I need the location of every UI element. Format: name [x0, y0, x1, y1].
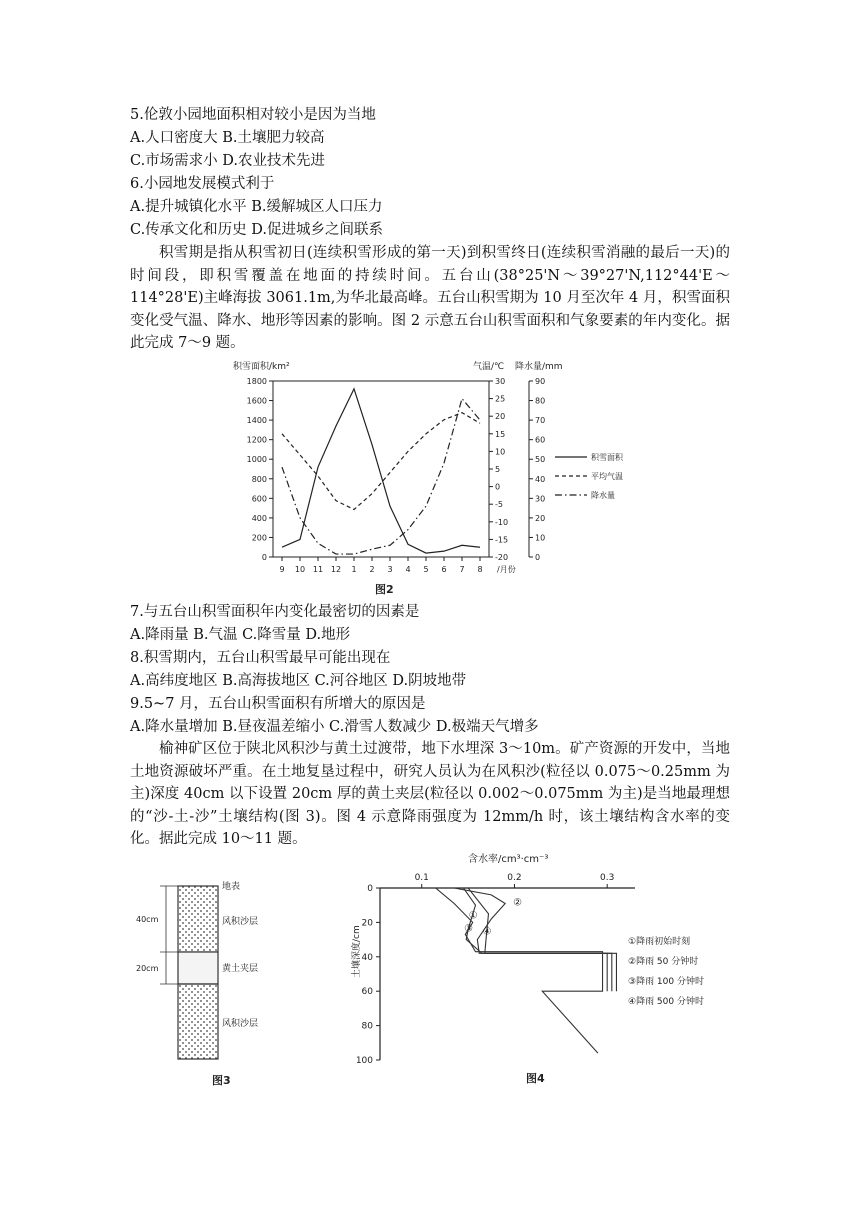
fig4-x-tick-label: 0.3 [600, 873, 615, 883]
fig2-x-tick-label: 12 [330, 565, 342, 574]
fig3-label-loess: 黄土夹层 [222, 964, 259, 974]
q9-stem: 9.5~7 月，五台山积雪面积有所增大的原因是 [130, 696, 426, 712]
fig4-curve-marker: ③ [464, 923, 474, 935]
q6-stem: 6.小园地发展模式利于 [130, 176, 275, 192]
fig2-x-tick-label: 11 [312, 565, 324, 574]
fig4-curve-0 [436, 888, 603, 1053]
fig2-x-tick-label: 7 [459, 565, 465, 574]
fig2-precip-tick-label: 70 [535, 416, 546, 426]
figure-4-moisture-chart [350, 848, 730, 1093]
fig2-precip-tick-label: 80 [535, 396, 546, 406]
fig2-temp-tick-label: 10 [495, 447, 506, 457]
fig4-curve-3 [468, 888, 607, 991]
fig4-curve-marker: ② [513, 897, 523, 909]
fig2-left-axis-label: 积雪面积/km² [233, 362, 290, 372]
q7-stem: 7.与五台山积雪面积年内变化最密切的因素是 [130, 604, 420, 620]
fig2-x-tick-label: 2 [369, 565, 375, 574]
fig4-curve-marker: ④ [482, 926, 492, 938]
fig3-label-sand-bottom: 风积沙层 [222, 1019, 259, 1029]
q8-options: A.高纬度地区 B.高海拔地区 C.河谷地区 D.阴坡地带 [130, 673, 467, 689]
fig3-dim-20: 20cm [136, 964, 159, 973]
fig4-y-tick-label: 100 [355, 1056, 373, 1066]
fig4-caption: 图4 [526, 1072, 545, 1085]
fig4-y-axis-label: 土壤深度/cm [352, 925, 362, 978]
fig4-legend-item: ③降雨 100 分钟时 [628, 977, 704, 987]
fig2-precip-tick-label: 20 [535, 513, 546, 523]
fig2-legend-label: 积雪面积 [591, 453, 623, 462]
fig2-temp-tick-label: 25 [495, 394, 506, 404]
fig2-series-1 [282, 413, 480, 510]
q5-stem: 5.伦敦小园地面积相对较小是因为当地 [130, 107, 376, 123]
fig4-x-tick-label: 0.1 [414, 873, 429, 883]
fig2-plot-frame [273, 381, 489, 557]
fig2-left-tick-label: 1000 [246, 455, 267, 465]
fig2-x-tick-label: 6 [441, 565, 447, 574]
fig2-precip-tick-label: 10 [535, 533, 546, 543]
fig3-label-surface: 地表 [222, 882, 241, 892]
fig2-left-tick-label: 200 [251, 533, 267, 543]
fig2-temp-tick-label: -15 [495, 535, 509, 545]
fig2-temp-axis-label: 气温/℃ [473, 362, 505, 372]
fig4-y-tick-label: 80 [361, 1021, 373, 1032]
figure-2-chart [225, 357, 625, 597]
sand-layer-top [178, 886, 218, 952]
q6-options-2: C.传承文化和历史 D.促进城乡之间联系 [130, 222, 384, 238]
fig2-temp-tick-label: 0 [495, 482, 501, 492]
fig2-legend-label: 降水量 [591, 491, 615, 500]
q7-options: A.降雨量 B.气温 C.降雪量 D.地形 [130, 627, 351, 643]
fig4-y-tick-label: 20 [361, 918, 373, 929]
fig2-temp-tick-label: 20 [495, 412, 506, 422]
fig4-legend-item: ①降雨初始时刻 [628, 937, 691, 947]
passage-snow-period: 积雪期是指从积雪初日(连续积雪形成的第一天)到积雪终日(连续积雪消融的最后一天)的时间段，即积雪覆盖在地面的持续时间。五台山(38°25'N～39°27'N,112°44'E～114°28'E)主峰海拔 3061.1m,为华北最高峰。五台山积雪期为 10 月至次年 4 月，积雪面积变化受气温、降水、地形等因素的影响。图 2 示意五台山积雪面积和气象要素的年内变化。据此完成 7～9 题。 [130, 245, 730, 351]
q5-options-1: A.人口密度大 B.土壤肥力较高 [130, 130, 325, 146]
fig2-precip-tick-label: 90 [535, 377, 546, 386]
sand-layer-bottom [178, 984, 218, 1059]
fig2-temp-tick-label: 5 [495, 465, 501, 474]
fig2-temp-tick-label: 30 [495, 377, 506, 386]
figure-3-soil-profile [130, 858, 300, 1103]
fig3-dim-40: 40cm [136, 915, 159, 924]
fig3-label-sand-top: 风积沙层 [222, 917, 259, 927]
q8-stem: 8.积雪期内，五台山积雪最早可能出现在 [130, 650, 391, 666]
fig2-precip-axis-label: 降水量/mm [515, 362, 563, 372]
fig2-legend-label: 平均气温 [591, 472, 623, 481]
fig2-precip-tick-label: 60 [535, 435, 546, 445]
fig2-series-0 [282, 389, 480, 553]
fig4-legend-item: ④降雨 500 分钟时 [628, 997, 704, 1007]
fig4-x-tick-label: 0.2 [507, 873, 522, 883]
q5-options-2: C.市场需求小 D.农业技术先进 [130, 153, 326, 169]
fig2-x-tick-label: 1 [351, 565, 357, 574]
fig2-precip-tick-label: 40 [535, 474, 546, 484]
fig3-caption: 图3 [212, 1074, 231, 1087]
fig2-left-tick-label: 600 [251, 494, 267, 504]
fig2-left-tick-label: 0 [261, 553, 267, 562]
fig2-x-tick-label: 5 [423, 565, 429, 574]
fig2-x-tick-label: 8 [477, 565, 483, 574]
fig4-x-axis-label: 含水率/cm³·cm⁻³ [468, 854, 549, 865]
fig4-legend-item: ②降雨 50 分钟时 [628, 957, 699, 967]
fig4-curve-1 [454, 888, 612, 991]
fig2-temp-tick-label: -10 [495, 517, 509, 527]
fig2-left-tick-label: 400 [251, 513, 267, 523]
fig2-x-tick-label: 9 [279, 565, 285, 574]
fig4-y-tick-label: 0 [367, 884, 373, 894]
fig2-caption: 图2 [375, 583, 394, 596]
fig2-temp-tick-label: -5 [495, 500, 503, 510]
passage-soil-structure: 榆神矿区位于陕北风积沙与黄土过渡带，地下水埋深 3～10m。矿产资源的开发中，当地土地资源破坏严重。在土地复垦过程中，研究人员认为在风积沙(粒径以 0.075～0.25mm 为主)深度 40cm 以下设置 20cm 厚的黄土夹层(粒径以 0.002～0.075mm 为主)是当地最理想的“沙-土-沙”土壤结构(图 3)。图 4 示意降雨强度为 12mm/h 时，该土壤结构含水率的变化。据此完成 10～11 题。 [130, 741, 730, 847]
fig2-left-tick-label: 1200 [246, 435, 267, 445]
fig2-x-tick-label: 10 [294, 565, 306, 574]
fig2-left-tick-label: 800 [251, 474, 267, 484]
fig2-precip-tick-label: 50 [535, 455, 546, 465]
fig2-x-tick-label: 3 [387, 565, 393, 574]
fig2-precip-tick-label: 30 [535, 494, 546, 504]
q6-options-1: A.提升城镇化水平 B.缓解城区人口压力 [130, 199, 383, 215]
q9-options: A.降水量增加 B.昼夜温差缩小 C.滑雪人数减少 D.极端天气增多 [130, 719, 539, 735]
fig4-y-tick-label: 60 [361, 987, 373, 998]
loess-layer [178, 952, 218, 984]
fig4-y-tick-label: 40 [361, 952, 373, 963]
fig2-left-tick-label: 1800 [246, 377, 267, 386]
fig2-x-tick-label: 4 [405, 565, 411, 574]
fig2-temp-tick-label: -20 [495, 553, 509, 562]
fig2-precip-tick-label: 0 [535, 553, 541, 562]
fig2-left-tick-label: 1400 [246, 416, 267, 426]
fig2-left-tick-label: 1600 [246, 396, 267, 406]
fig4-curve-marker: ① [468, 910, 478, 922]
fig2-x-axis-label: /月份 [497, 565, 516, 574]
fig2-temp-tick-label: 15 [495, 429, 506, 439]
